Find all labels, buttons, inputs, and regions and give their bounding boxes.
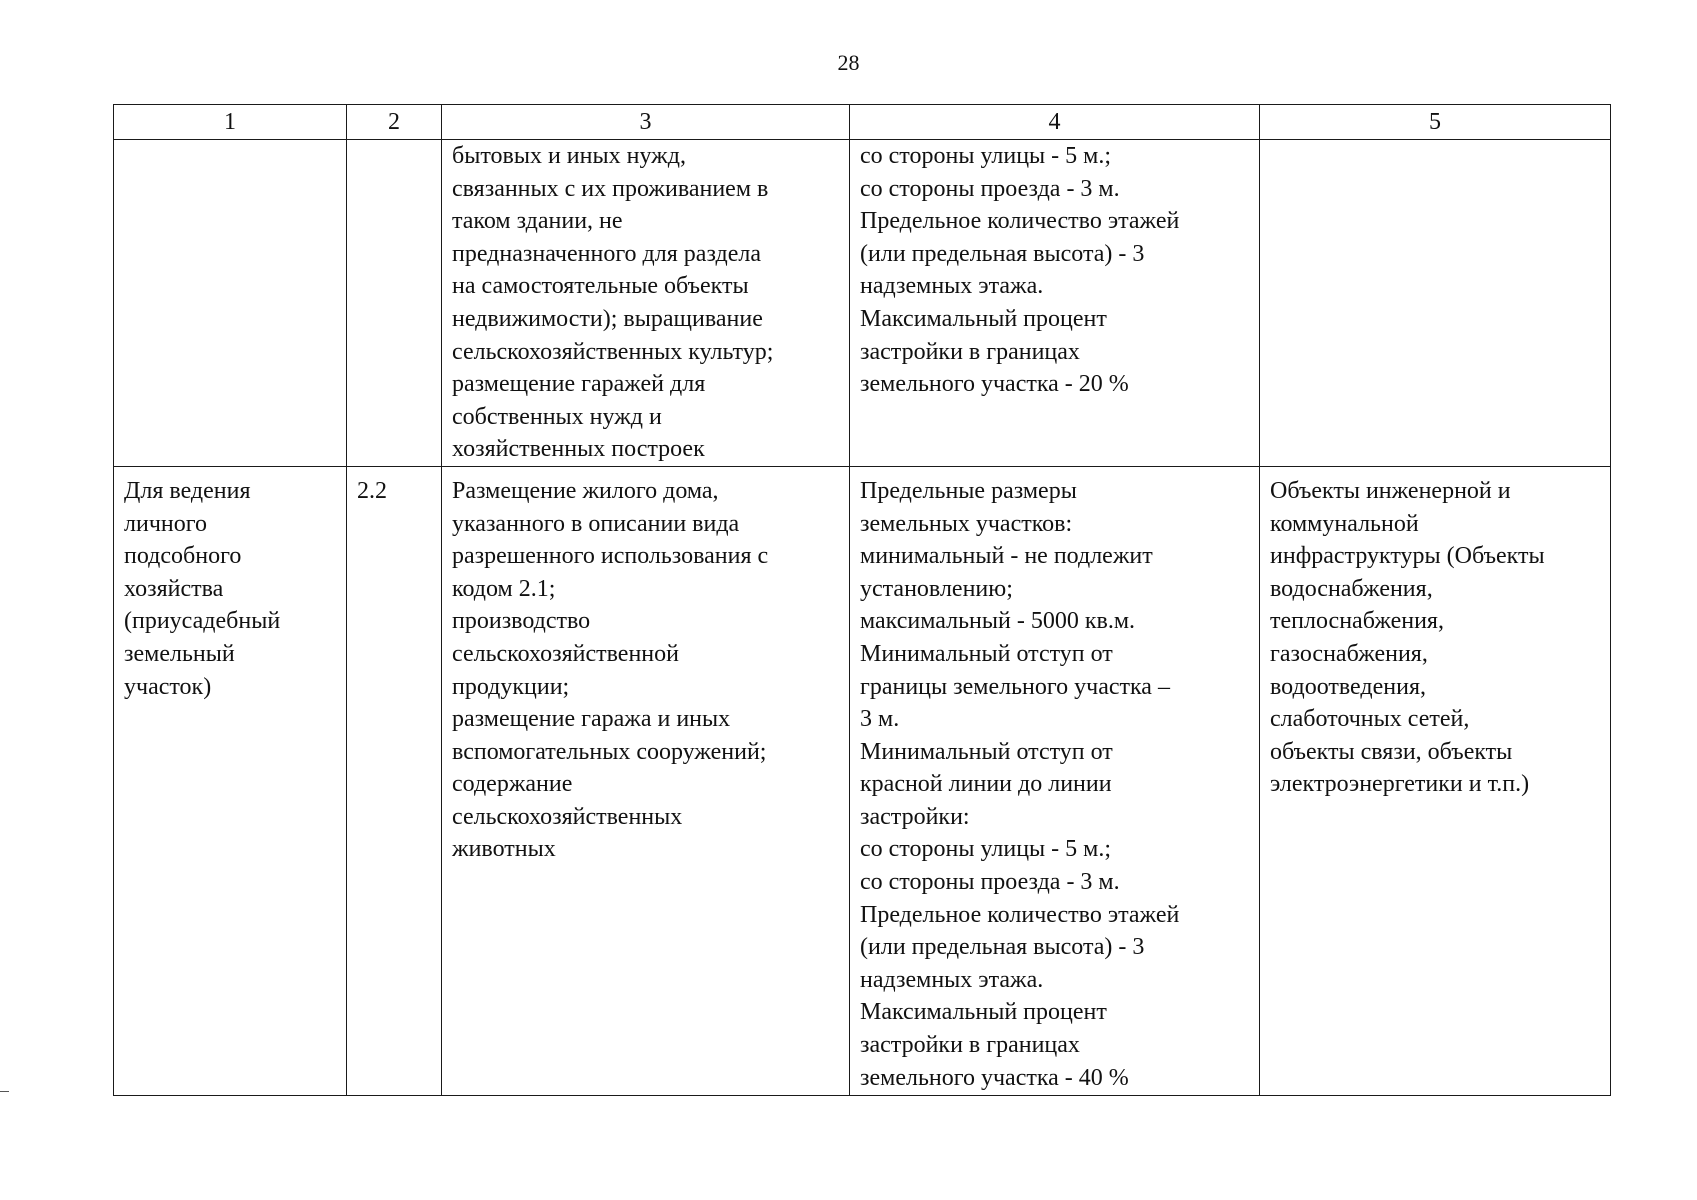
header-cell-2: 2 [347, 105, 442, 140]
page-number: 28 [837, 50, 860, 75]
header-cell-3: 3 [442, 105, 850, 140]
scan-edge-mark [0, 1091, 9, 1092]
land-use-code-cell [347, 140, 442, 467]
header-cell-5: 5 [1260, 105, 1611, 140]
land-use-description-cell: бытовых и иных нужд, связанных с их проживанием в таком здании, не предназначенного для раздела на самостоятельные объекты недвижимости); выращивание сельскохозяйственных культур; размещение гаражей для собственных нужд и хозяйственных построек [442, 140, 850, 467]
parameters-cell: со стороны улицы - 5 м.; со стороны проезда - 3 м. Предельное количество этажей (или предельная высота) - 3 надземных этажа. Максимальный процент застройки в границах земельного участка - 20 % [850, 140, 1260, 467]
parameters-cell: Предельные размеры земельных участков: минимальный - не подлежит установлению; максимальный - 5000 кв.м. Минимальный отступ от границы земельного участка – 3 м. Минимальный отступ от красной линии до линии застройки: со стороны улицы - 5 м.; со стороны проезда - 3 м. Предельное количество этажей (или предельная высота) - 3 надземных этажа. Максимальный процент застройки в границах земельного участка - 40 % [850, 466, 1260, 1095]
table-row [114, 466, 1611, 1095]
header-cell-1: 1 [114, 105, 347, 140]
table-row [114, 140, 1611, 467]
header-cell-4: 4 [850, 105, 1260, 140]
land-use-code-cell: 2.2 [347, 466, 442, 1095]
land-use-name-cell: Для ведения личного подсобного хозяйства (приусадебный земельный участок) [114, 466, 347, 1095]
land-use-description-cell: Размещение жилого дома, указанного в описании вида разрешенного использования с кодом 2.1; производство сельскохозяйственной продукции; размещение гаража и иных вспомогательных сооружений; содержание сельскохозяйственных животных [442, 466, 850, 1095]
table-header-row [114, 105, 1611, 140]
auxiliary-uses-cell [1260, 140, 1611, 467]
land-use-name-cell [114, 140, 347, 467]
auxiliary-uses-cell: Объекты инженерной и коммунальной инфраструктуры (Объекты водоснабжения, теплоснабжения, газоснабжения, водоотведения, слаботочных сетей, объекты связи, объекты электроэнергетики и т.п.) [1260, 466, 1611, 1095]
zoning-table [113, 104, 1611, 1096]
